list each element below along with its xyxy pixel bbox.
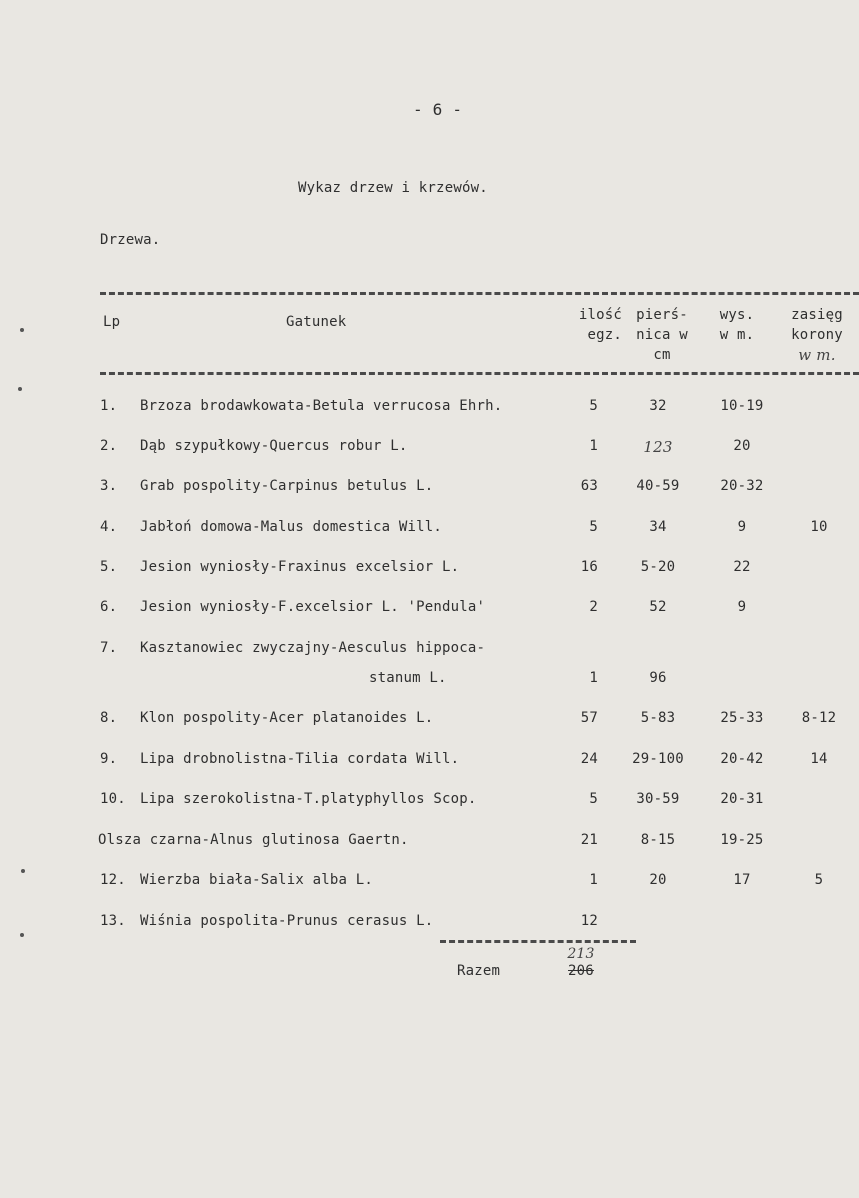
- row-wys: 19-25: [720, 832, 764, 848]
- header-piersnica-line2: nica w: [636, 327, 688, 343]
- row-ilosc: 5: [589, 791, 598, 807]
- row-gatunek: Jesion wyniosły-Fraxinus excelsior L.: [140, 559, 460, 575]
- header-lp: Lp: [103, 314, 121, 330]
- row-lp: 13.: [100, 913, 126, 929]
- row-piersnica: 20: [649, 872, 667, 888]
- row-ilosc: 1: [589, 438, 598, 454]
- header-piersnica-line1: pierś-: [636, 307, 688, 323]
- binder-mark: [18, 387, 22, 391]
- row-piersnica: 30-59: [636, 791, 680, 807]
- row-lp: 3.: [100, 478, 118, 494]
- row-wys: 17: [733, 872, 751, 888]
- row-gatunek: Jesion wyniosły-F.excelsior L. 'Pendula': [140, 599, 486, 615]
- row-zasieg: 8-12: [801, 710, 837, 726]
- row-ilosc: 57: [580, 710, 598, 726]
- row-gatunek: Grab pospolity-Carpinus betulus L.: [140, 478, 434, 494]
- header-ilosc-line2: egz.: [587, 327, 622, 343]
- row-ilosc: 63: [580, 478, 598, 494]
- row-wys: 9: [737, 599, 747, 615]
- row-ilosc: 1: [589, 872, 598, 888]
- row-gatunek: Lipa szerokolistna-T.platyphyllos Scop.: [140, 791, 477, 807]
- row-piersnica: 5-20: [640, 559, 676, 575]
- row-ilosc: 2: [589, 599, 598, 615]
- total-handwritten-value: 213: [567, 946, 595, 962]
- row-wys: 20-32: [720, 478, 764, 494]
- row-lp: 7.: [100, 640, 118, 656]
- row-wys: 22: [733, 559, 751, 575]
- header-ilosc-line1: ilość: [578, 307, 622, 323]
- row-gatunek: Olsza czarna-Alnus glutinosa Gaertn.: [98, 832, 409, 848]
- row-ilosc: 12: [580, 913, 598, 929]
- header-zasieg-line2: korony: [791, 327, 843, 343]
- row-piersnica: 123: [643, 438, 673, 456]
- row-wys: 9: [737, 519, 747, 535]
- row-gatunek: Dąb szypułkowy-Quercus robur L.: [140, 438, 408, 454]
- row-piersnica: 5-83: [640, 710, 676, 726]
- row-lp: 9.: [100, 751, 118, 767]
- page-title: Wykaz drzew i krzewów.: [298, 180, 488, 196]
- row-gatunek-continued: stanum L.: [369, 670, 447, 686]
- binder-mark: [21, 869, 25, 873]
- row-gatunek: Brzoza brodawkowata-Betula verrucosa Ehrh.: [140, 398, 503, 414]
- row-wys: 20-31: [720, 791, 764, 807]
- row-piersnica: 40-59: [636, 478, 680, 494]
- row-gatunek: Kasztanowiec zwyczajny-Aesculus hippoca-: [140, 640, 486, 656]
- row-ilosc: 24: [580, 751, 598, 767]
- header-gatunek: Gatunek: [286, 314, 347, 330]
- row-lp: 4.: [100, 519, 118, 535]
- header-piersnica-line3: cm: [653, 347, 671, 363]
- row-lp: 5.: [100, 559, 118, 575]
- row-gatunek: Lipa drobnolistna-Tilia cordata Will.: [140, 751, 460, 767]
- header-zasieg-line1: zasięg: [791, 307, 843, 323]
- row-wys: 10-19: [720, 398, 764, 414]
- row-ilosc: 5: [589, 519, 598, 535]
- row-gatunek: Wierzba biała-Salix alba L.: [140, 872, 373, 888]
- header-wys-line2: w m.: [719, 327, 755, 343]
- table-top-rule: [100, 292, 859, 295]
- row-wys: 20-42: [720, 751, 764, 767]
- row-gatunek: Jabłoń domowa-Malus domestica Will.: [140, 519, 443, 535]
- total-label: Razem: [457, 963, 501, 979]
- row-wys: 20: [733, 438, 751, 454]
- row-ilosc: 21: [580, 832, 598, 848]
- row-ilosc: 5: [589, 398, 598, 414]
- binder-mark: [20, 328, 24, 332]
- row-piersnica: 96: [649, 670, 667, 686]
- row-zasieg: 5: [814, 872, 824, 888]
- header-zasieg-line3-handwritten: w m.: [798, 346, 836, 364]
- row-gatunek: Klon pospolity-Acer platanoides L.: [140, 710, 434, 726]
- row-lp: 6.: [100, 599, 118, 615]
- header-bottom-rule: [100, 372, 859, 375]
- page-number: - 6 -: [413, 100, 463, 119]
- total-typed-value: 206: [568, 963, 594, 979]
- row-piersnica: 34: [649, 519, 667, 535]
- row-wys: 25-33: [720, 710, 764, 726]
- row-lp: 8.: [100, 710, 118, 726]
- row-ilosc: 16: [580, 559, 598, 575]
- total-rule: [440, 940, 636, 943]
- row-zasieg: 14: [810, 751, 828, 767]
- binder-mark: [20, 933, 24, 937]
- row-lp: 2.: [100, 438, 118, 454]
- row-zasieg: 10: [810, 519, 828, 535]
- row-piersnica: 8-15: [640, 832, 676, 848]
- row-gatunek: Wiśnia pospolita-Prunus cerasus L.: [140, 913, 434, 929]
- row-lp: 10.: [100, 791, 126, 807]
- row-ilosc: 1: [589, 670, 598, 686]
- section-heading: Drzewa.: [100, 232, 161, 248]
- row-piersnica: 29-100: [632, 751, 684, 767]
- row-lp: 1.: [100, 398, 118, 414]
- row-piersnica: 52: [649, 599, 667, 615]
- row-piersnica: 32: [649, 398, 667, 414]
- header-wys-line1: wys.: [719, 307, 755, 323]
- row-lp: 12.: [100, 872, 126, 888]
